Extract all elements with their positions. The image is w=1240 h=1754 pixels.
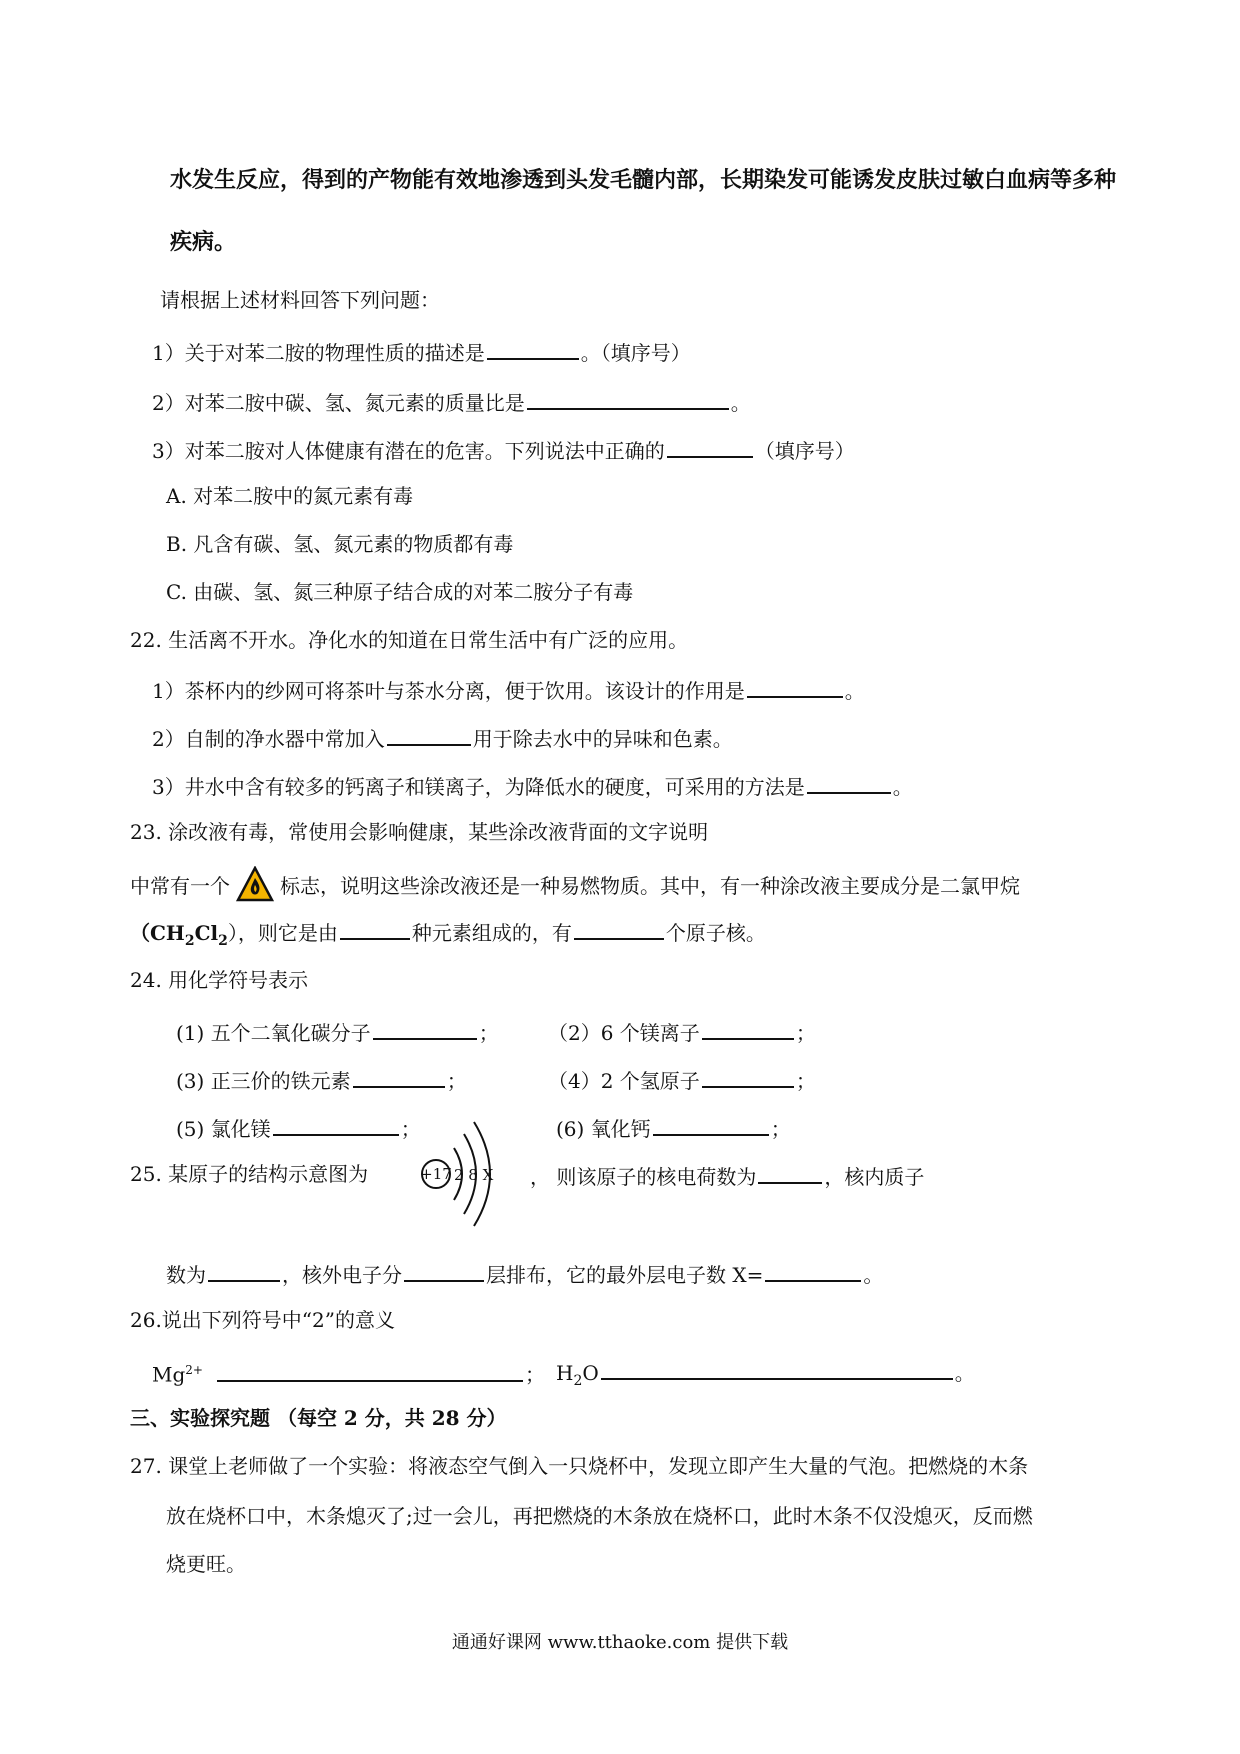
material-line-2: 疾病。 xyxy=(170,229,237,255)
q21-sub3 xyxy=(152,434,855,465)
q23-text: 个原子核。 xyxy=(665,921,766,945)
q24-item-4 xyxy=(548,1064,816,1095)
q21-sub2-tail: 。 xyxy=(730,391,751,415)
answer-blank[interactable] xyxy=(667,434,753,458)
q22-sub2-text: 2）自制的净水器中常加入 xyxy=(152,727,385,751)
q24-title: 24. 用化学符号表示 xyxy=(130,968,309,992)
q26-h2o xyxy=(556,1356,975,1395)
o-symbol: O xyxy=(582,1361,599,1385)
answer-blank[interactable] xyxy=(353,1064,445,1088)
q27-line-2: 放在烧杯口中，木条熄灭了;过一会儿，再把燃烧的木条放在烧杯口，此时木条不仅没熄灭，反而燃 xyxy=(166,1504,1033,1528)
flammable-hazard-icon xyxy=(236,866,274,909)
atom-nucleus-label: +17 xyxy=(420,1165,452,1183)
formula-subscript: 2 xyxy=(218,933,228,949)
separator: ； xyxy=(400,1117,421,1141)
q21-sub1-text: 1）关于对苯二胺的物理性质的描述是 xyxy=(152,341,485,365)
q24-item-2 xyxy=(548,1016,816,1047)
answer-blank[interactable] xyxy=(404,1258,484,1282)
q23-line-3 xyxy=(130,916,766,955)
answer-blank[interactable] xyxy=(217,1358,523,1382)
q25-text: ，核内质子 xyxy=(824,1165,925,1189)
separator: ； xyxy=(478,1021,499,1045)
q23-text: ），则它是由 xyxy=(227,921,338,945)
answer-blank[interactable] xyxy=(653,1112,769,1136)
q24-item-3-text: (3) 正三价的铁元素 xyxy=(176,1069,351,1093)
q21-intro: 请根据上述材料回答下列问题： xyxy=(160,288,440,312)
q24-item-6-text: (6) 氧化钙 xyxy=(556,1117,651,1141)
answer-blank[interactable] xyxy=(765,1258,861,1282)
q23-line-2-tail: 标志，说明这些涂改液还是一种易燃物质。其中，有一种涂改液主要成分是二氯甲烷 xyxy=(280,874,1020,898)
q25-text: 层排布，它的最外层电子数 X= xyxy=(486,1263,764,1287)
answer-blank[interactable] xyxy=(340,916,410,940)
atom-electron-shells: 2 8 X xyxy=(454,1166,494,1184)
q21-sub3-text: 3）对苯二胺对人体健康有潜在的危害。下列说法中正确的 xyxy=(152,439,665,463)
q25-line-1 xyxy=(530,1160,924,1191)
separator: ； xyxy=(795,1021,816,1045)
period: 。 xyxy=(954,1361,975,1385)
answer-blank[interactable] xyxy=(747,674,843,698)
answer-blank[interactable] xyxy=(208,1258,280,1282)
q22-sub2 xyxy=(152,722,733,753)
q27-line-3: 烧更旺。 xyxy=(166,1552,246,1576)
q25-line-1-lead: 25. 某原子的结构示意图为 xyxy=(130,1162,369,1186)
q21-sub1-tail: 。（填序号） xyxy=(580,341,691,365)
page-footer: 通通好课网 www.tthaoke.com 提供下载 xyxy=(451,1632,789,1653)
q22-sub1-tail: 。 xyxy=(844,679,865,703)
h-subscript: 2 xyxy=(573,1373,583,1389)
answer-blank[interactable] xyxy=(487,336,579,360)
q24-item-5-text: (5) 氯化镁 xyxy=(176,1117,271,1141)
answer-blank[interactable] xyxy=(373,1016,477,1040)
q27-line-1: 27. 课堂上老师做了一个实验：将液态空气倒入一只烧杯中，发现立即产生大量的气泡。把燃烧的木条 xyxy=(130,1454,1029,1478)
q22-sub3-text: 3）井水中含有较多的钙离子和镁离子，为降低水的硬度，可采用的方法是 xyxy=(152,775,805,799)
q24-item-3 xyxy=(176,1064,467,1095)
answer-blank[interactable] xyxy=(527,386,729,410)
formula-part: （CH xyxy=(130,921,185,945)
answer-blank[interactable] xyxy=(702,1064,794,1088)
answer-blank[interactable] xyxy=(758,1160,822,1184)
formula-part: Cl xyxy=(194,921,219,945)
q22-title: 22. 生活离不开水。净化水的知道在日常生活中有广泛的应用。 xyxy=(130,628,689,652)
q24-item-2-text: （2）6 个镁离子 xyxy=(548,1021,700,1045)
answer-blank[interactable] xyxy=(702,1016,794,1040)
formula-subscript: 2 xyxy=(184,933,195,949)
q23-line-2-text: 中常有一个 xyxy=(130,874,230,898)
separator: ； xyxy=(770,1117,791,1141)
section-3-heading: 三、实验探究题 （每空 2 分，共 28 分） xyxy=(130,1406,507,1430)
q21-sub1 xyxy=(152,336,691,367)
mg-charge: 2+ xyxy=(185,1363,203,1377)
q24-item-4-text: （4）2 个氢原子 xyxy=(548,1069,700,1093)
material-line-1: 水发生反应，得到的产物能有效地渗透到头发毛髓内部，长期染发可能诱发皮肤过敏白血病等多种 xyxy=(170,167,1117,193)
q25-text: 数为 xyxy=(166,1263,206,1287)
answer-blank[interactable] xyxy=(807,770,891,794)
q21-option-a: A. 对苯二胺中的氮元素有毒 xyxy=(166,484,414,508)
answer-blank[interactable] xyxy=(273,1112,399,1136)
answer-blank[interactable] xyxy=(574,916,664,940)
q22-sub2-tail: 用于除去水中的异味和色素。 xyxy=(472,727,733,751)
q24-item-1-text: (1) 五个二氧化碳分子 xyxy=(176,1021,371,1045)
q25-text: ， 则该原子的核电荷数为 xyxy=(530,1165,757,1189)
q24-item-1 xyxy=(176,1016,499,1047)
h-symbol: H xyxy=(556,1361,574,1385)
q23-line-2 xyxy=(130,866,1020,909)
answer-blank[interactable] xyxy=(601,1356,953,1380)
q21-option-c: C. 由碳、氢、氮三种原子结合成的对苯二胺分子有毒 xyxy=(166,580,634,604)
q24-item-6 xyxy=(556,1112,791,1143)
separator: ； xyxy=(446,1069,467,1093)
q21-option-b: B. 凡含有碳、氢、氮元素的物质都有毒 xyxy=(166,532,514,556)
q23-text: 种元素组成的，有 xyxy=(411,921,572,945)
q21-sub2 xyxy=(152,386,751,417)
q25-line-2 xyxy=(166,1258,883,1289)
q21-sub2-text: 2）对苯二胺中碳、氢、氮元素的质量比是 xyxy=(152,391,525,415)
q26-title: 26.说出下列符号中“2”的意义 xyxy=(130,1308,395,1332)
q22-sub1-text: 1）茶杯内的纱网可将茶叶与茶水分离，便于饮用。该设计的作用是 xyxy=(152,679,745,703)
q23-line-1: 23. 涂改液有毒，常使用会影响健康，某些涂改液背面的文字说明 xyxy=(130,820,709,844)
q21-sub3-tail: （填序号） xyxy=(754,439,855,463)
answer-blank[interactable] xyxy=(387,722,471,746)
q22-sub1 xyxy=(152,674,865,705)
q26-mg xyxy=(152,1356,545,1389)
mg-symbol: Mg xyxy=(152,1362,186,1387)
q25-text: 。 xyxy=(863,1263,884,1287)
separator: ； xyxy=(795,1069,816,1093)
q25-text: ，核外电子分 xyxy=(282,1263,402,1287)
q22-sub3-tail: 。 xyxy=(892,775,913,799)
atom-structure-diagram xyxy=(418,1118,518,1234)
separator: ； xyxy=(524,1362,545,1387)
q24-item-5 xyxy=(176,1112,421,1143)
q22-sub3 xyxy=(152,770,913,801)
